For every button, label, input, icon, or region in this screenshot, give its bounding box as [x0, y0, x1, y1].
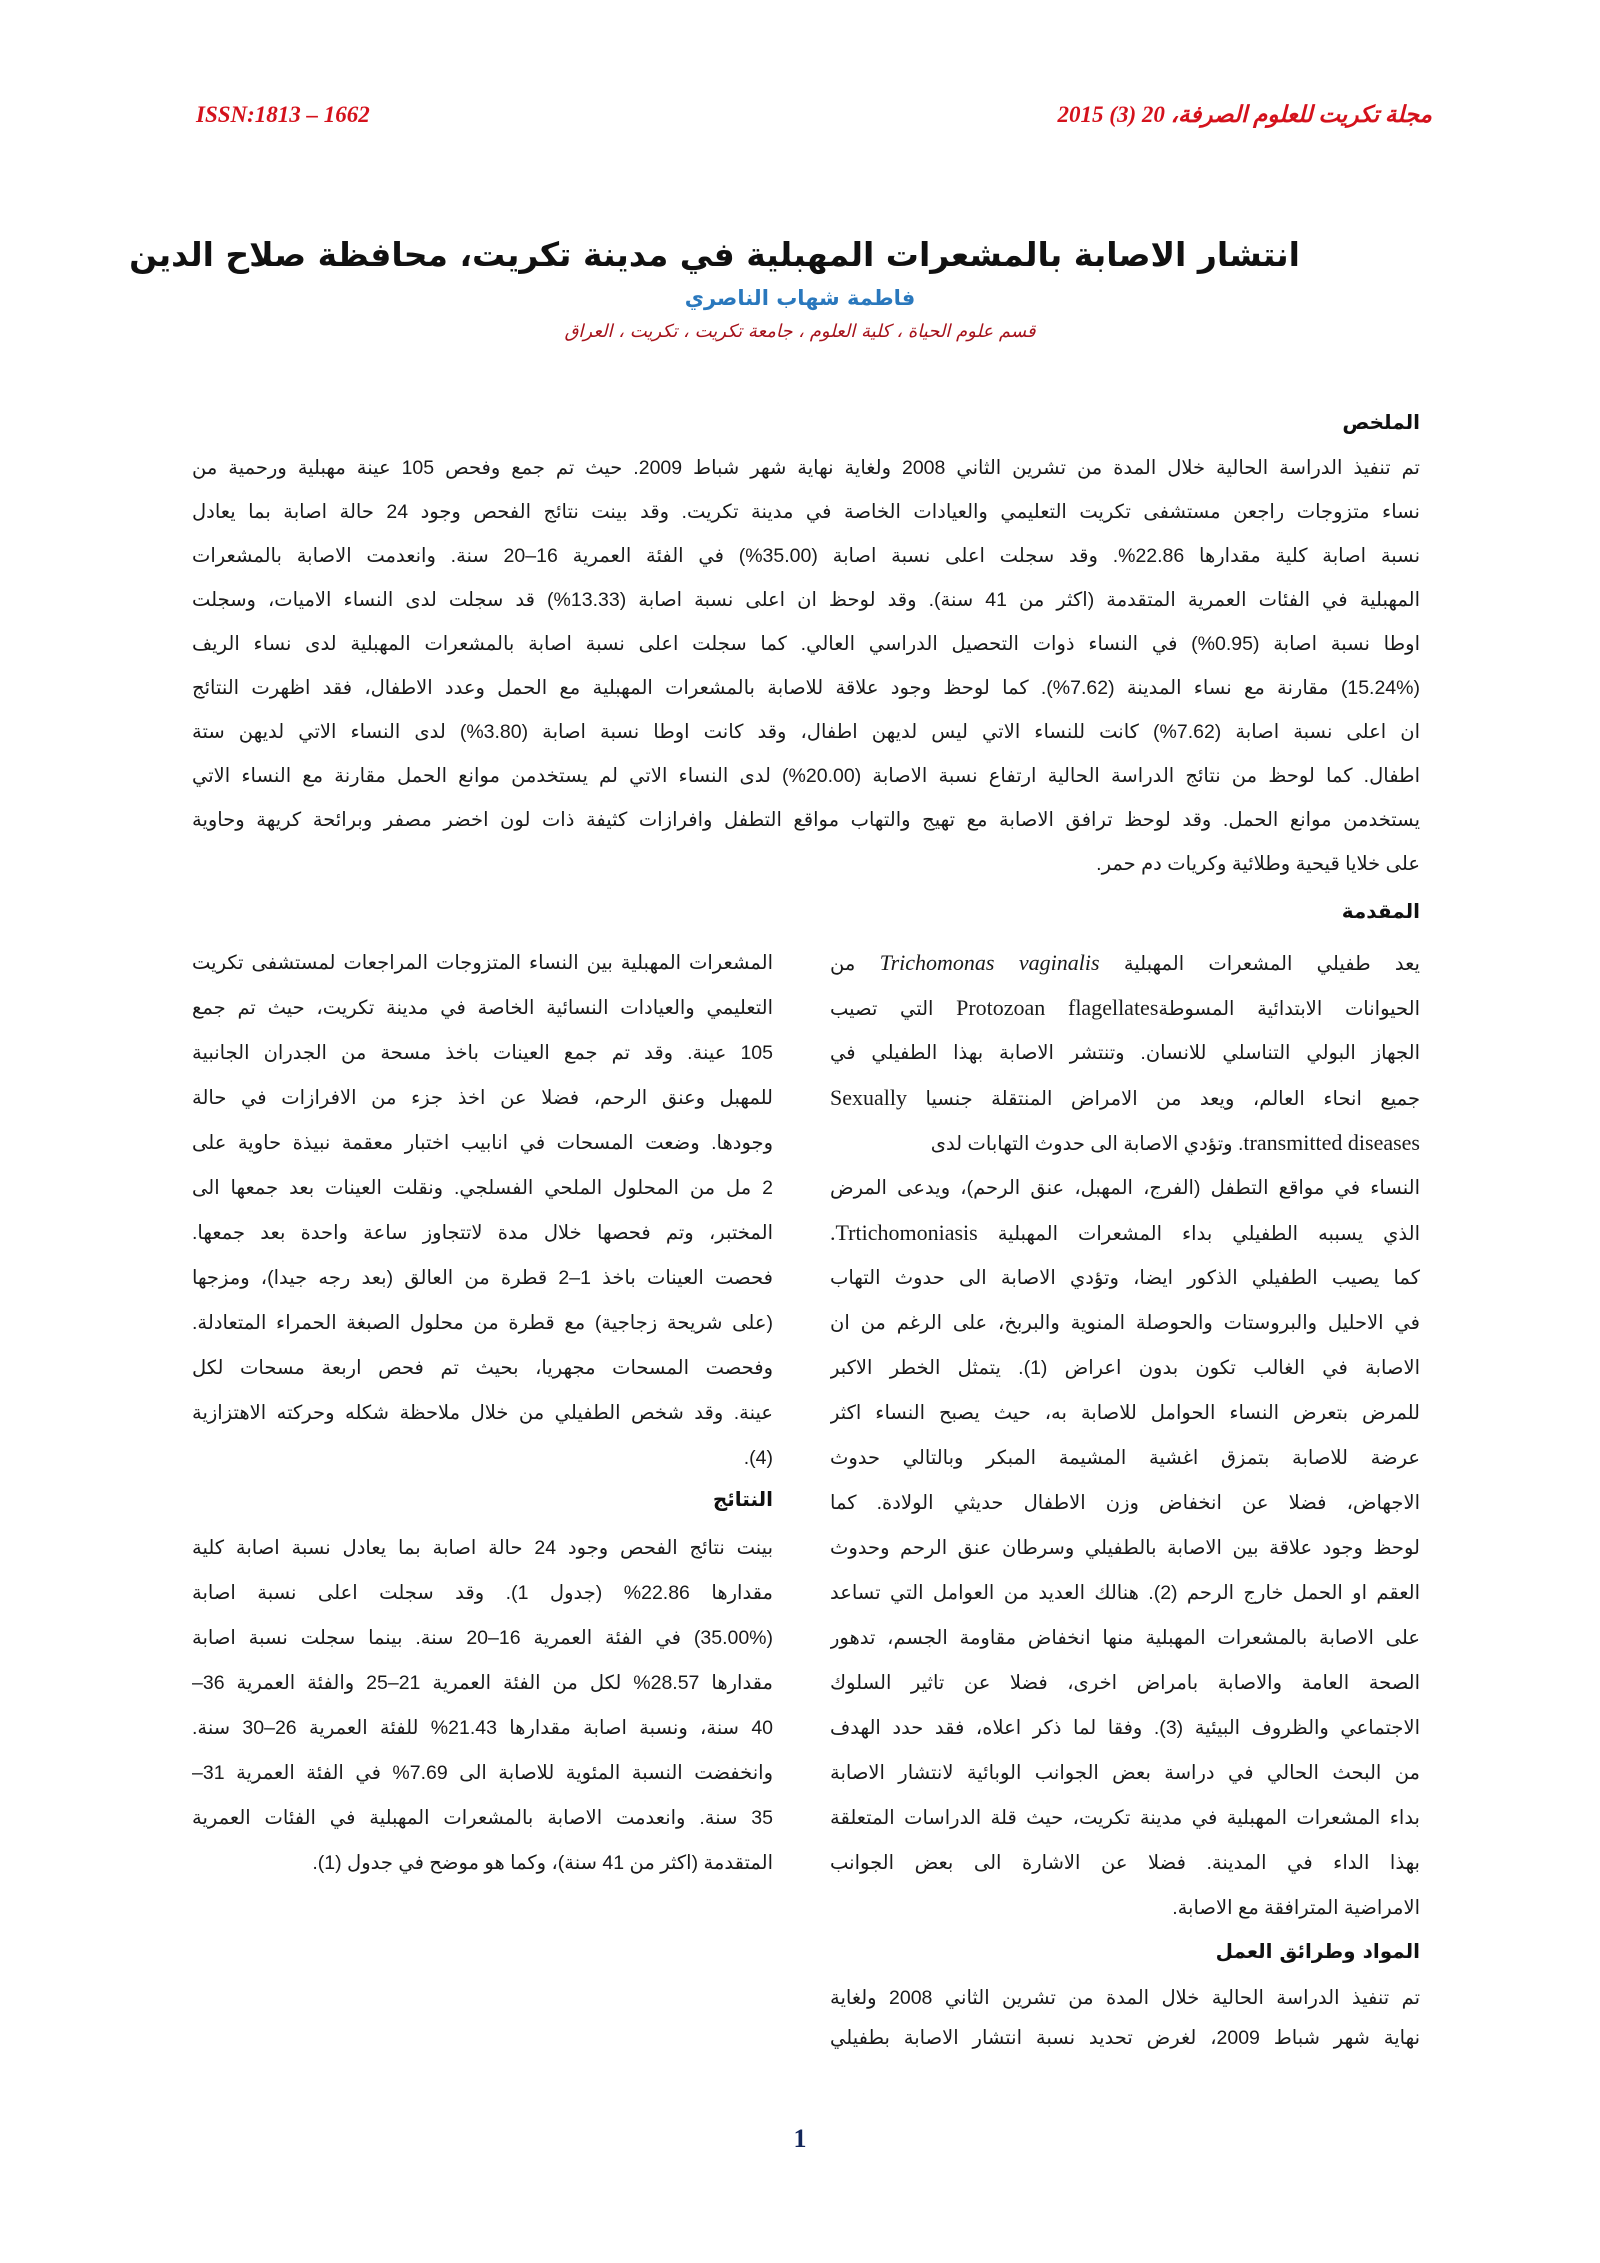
article-title: انتشار الاصابة بالمشعرات المهبلية في مدينة تكريت، محافظة صلاح الدين — [129, 235, 1300, 274]
intro-line: جميع انحاء العالم، ويعد من الامراض المنتقلة جنسيا Sexually — [830, 1085, 1420, 1110]
intro-line: الحيوانات الابتدائية المسوطةProtozoan flagellates التي تصيب — [830, 995, 1420, 1020]
methods-line: فحصت العينات باخذ 1–2 قطرة من العالق (بعد رجه جيدا)، ومزجها — [192, 1267, 773, 1289]
intro-line: بداء المشعرات المهبلية في مدينة تكريت، حيث قلة الدراسات المتعلقة — [830, 1807, 1420, 1829]
intro-line: من البحث الحالي في دراسة بعض الجوانب الوبائية لانتشار الاصابة — [830, 1762, 1420, 1784]
introduction-heading: المقدمة — [1341, 899, 1420, 923]
intro-line: النساء في مواقع التطفل (الفرج، المهبل، عنق الرحم)، ويدعى المرض — [830, 1177, 1420, 1199]
abstract-line: نسبة اصابة كلية مقدارها 22.86%. وقد سجلت اعلى نسبة اصابة (35.00%) في الفئة العمرية 16–20 سنة. وانعدمت الاصابة بالمشعرات — [192, 545, 1420, 567]
intro-line: عرضة للاصابة بتمزق اغشية المشيمة المبكر وبالتالي حدوث — [830, 1447, 1420, 1469]
intro-line: كما يصيب الطفيلي الذكور ايضا، وتؤدي الاصابة الى حدوث التهاب — [830, 1267, 1420, 1289]
abstract-line: (15.24%) مقارنة مع نساء المدينة (7.62%). كما لوحظ وجود علاقة للاصابة بالمشعرات المهبلية مع الحمل وعدد الاطفال، فقد اظهرت النتائج — [192, 677, 1420, 699]
methods-line: المشعرات المهبلية بين النساء المتزوجات المراجعات لمستشفى تكريت — [192, 952, 773, 974]
abstract-line: تم تنفيذ الدراسة الحالية خلال المدة من تشرين الثاني 2008 ولغاية نهاية شهر شباط 2009. حيث تم جمع وفحص 105 عينة مهبلية ورحمية من — [192, 457, 1420, 479]
methods-line: تم تنفيذ الدراسة الحالية خلال المدة من تشرين الثاني 2008 ولغاية — [830, 1987, 1420, 2009]
results-line: المتقدمة (اكثر من 41 سنة)، وكما هو موضح في جدول (1). — [312, 1852, 773, 1874]
results-line: وانخفضت النسبة المئوية للاصابة الى 7.69% في الفئة العمرية 31– — [192, 1762, 773, 1784]
intro-line: الصحة العامة والاصابة بامراض اخرى، فضلا عن تاثير السلوك — [830, 1672, 1420, 1694]
intro-line: transmitted diseases. وتؤدي الاصابة الى حدوث التهابات لدى — [930, 1130, 1420, 1155]
methods-line: عينة. وقد شخص الطفيلي من خلال ملاحظة شكله وحركته الاهتزازية — [192, 1402, 773, 1424]
intro-line: بهذا الداء في المدينة. فضلا عن الاشارة الى بعض الجوانب — [830, 1852, 1420, 1874]
intro-line: الاجهاض، فضلا عن انخفاض وزن الاطفال حديثي الولادة. كما — [830, 1492, 1420, 1514]
species-name: Trichomonas vaginalis — [879, 950, 1100, 975]
results-line: مقدارها 28.57% لكل من الفئة العمرية 21–25 والفئة العمرية 36– — [192, 1672, 773, 1694]
results-line: بينت نتائج الفحص وجود 24 حالة اصابة بما يعادل نسبة اصابة كلية — [192, 1537, 773, 1559]
author-affiliation: قسم علوم الحياة ، كلية العلوم ، جامعة تكريت ، تكريت ، العراق — [564, 321, 1036, 342]
methods-line: وفحصت المسحات مجهريا، بحيث تم فحص اربعة مسحات لكل — [192, 1357, 773, 1379]
results-line: 35 سنة. وانعدمت الاصابة بالمشعرات المهبلية في الفئات العمرية — [192, 1807, 773, 1829]
intro-line: الجهاز البولي التناسلي للانسان. وتنتشر الاصابة بهذا الطفيلي في — [830, 1042, 1420, 1064]
intro-line: الاصابة في الغالب تكون بدون اعراض (1). يتمثل الخطر الاكبر — [830, 1357, 1420, 1379]
author-name: فاطمة شهاب الناصري — [684, 286, 916, 310]
abstract-line: نساء متزوجات راجعن مستشفى تكريت التعليمي والعيادات الخاصة في مدينة تكريت. وقد بينت نتائج الفحص وجود 24 حالة اصابة بما يعادل — [192, 501, 1420, 523]
methods-heading: المواد وطرائق العمل — [1215, 1939, 1420, 1963]
results-line: مقدارها 22.86% (جدول 1). وقد سجلت اعلى نسبة اصابة — [192, 1582, 773, 1604]
methods-line: للمهبل وعنق الرحم، فضلا عن اخذ جزء من الافرازات في حالة — [192, 1087, 773, 1109]
results-line: (35.00%) في الفئة العمرية 16–20 سنة. بينما سجلت نسبة اصابة — [192, 1627, 773, 1649]
intro-line: في الاحليل والبروستات والحوصلة المنوية والبربخ، على الرغم من ان — [830, 1312, 1420, 1334]
methods-line: (على شريحة زجاجية) مع قطرة من محلول الصبغة الحمراء المتعادلة. — [192, 1312, 773, 1334]
methods-line: 2 مل من المحلول الملحي الفسلجي. ونقلت العينات بعد جمعها الى — [192, 1177, 773, 1199]
intro-line: لوحظ وجود علاقة بين الاصابة بالطفيلي وسرطان عنق الرحم وحدوث — [830, 1537, 1420, 1559]
abstract-line: المهبلية في الفئات العمرية المتقدمة (اكثر من 41 سنة). وقد لوحظ ان اعلى نسبة اصابة (13.33%) قد سجلت لدى النساء الاميات، وسجلت — [192, 589, 1420, 611]
abstract-line: على خلايا قيحية وطلائية وكريات دم حمر. — [1096, 853, 1420, 875]
intro-line: العقم او الحمل خارج الرحم (2). هنالك العديد من العوامل التي تساعد — [830, 1582, 1420, 1604]
intro-line: على الاصابة بالمشعرات المهبلية منها انخفاض مقاومة الجسم، تدهور — [830, 1627, 1420, 1649]
methods-line: 105 عينة. وقد تم جمع العينات باخذ مسحة من الجدران الجانبية — [192, 1042, 773, 1064]
abstract-line: اوطا نسبة اصابة (0.95%) في النساء ذوات التحصيل الدراسي العالي. كما سجلت اعلى نسبة اصابة بالمشعرات المهبلية لدى نساء الريف — [192, 633, 1420, 655]
page-number: 1 — [793, 2124, 807, 2153]
methods-line: التعليمي والعيادات النسائية الخاصة في مدينة تكريت، حيث تم جمع — [192, 997, 773, 1019]
results-line: 40 سنة، ونسبة اصابة مقدارها 21.43% للفئة العمرية 26–30 سنة. — [192, 1717, 773, 1739]
methods-line: المختبر، وتم فحصها خلال مدة لاتتجاوز ساعة واحدة بعد جمعها. — [192, 1222, 773, 1244]
intro-line: الامراضية المترافقة مع الاصابة. — [1172, 1897, 1420, 1919]
intro-line: للمرض بتعرض النساء الحوامل للاصابة به، حيث يصبح النساء اكثر — [830, 1402, 1420, 1424]
journal-header: مجلة تكريت للعلوم الصرفة، 20 (3) 2015 — [1057, 102, 1432, 127]
abstract-line: ان اعلى نسبة اصابة (7.62%) كانت للنساء الاتي ليس لديهن اطفال، وقد كانت اوطا نسبة اصابة (3.80%) لدى النساء الاتي لديهن ستة — [192, 721, 1420, 743]
issn-header: ISSN:1813 – 1662 — [196, 102, 370, 127]
intro-line: الذي يسببه الطفيلي بداء المشعرات المهبلية Trtichomoniasis. — [830, 1220, 1420, 1245]
abstract-line: يستخدمن موانع الحمل. وقد لوحظ ترافق الاصابة مع تهيج والتهاب مواقع التطفل وافرازات كثيفة ذات لون اخضر مصفر وبرائحة كريهة وحاوية — [192, 809, 1420, 831]
methods-line: (4). — [743, 1447, 773, 1469]
intro-line: يعد طفيلي المشعرات المهبلية Trichomonas vaginalis من — [830, 950, 1420, 975]
abstract-heading: الملخص — [1342, 410, 1420, 434]
intro-line: الاجتماعي والظروف البيئية (3). وفقا لما ذكر اعلاه، فقد حدد الهدف — [830, 1717, 1420, 1739]
abstract-line: اطفال. كما لوحظ من نتائج الدراسة الحالية ارتفاع نسبة الاصابة (20.00%) لدى النساء الاتي لم يستخدمن موانع الحمل مقارنة مع النساء الاتي — [192, 765, 1420, 787]
methods-line: وجودها. وضعت المسحات في انابيب اختبار معقمة نبيذة حاوية على — [192, 1132, 773, 1154]
results-heading: النتائج — [712, 1487, 773, 1511]
methods-line: نهاية شهر شباط 2009، لغرض تحديد نسبة انتشار الاصابة بطفيلي — [830, 2027, 1420, 2049]
